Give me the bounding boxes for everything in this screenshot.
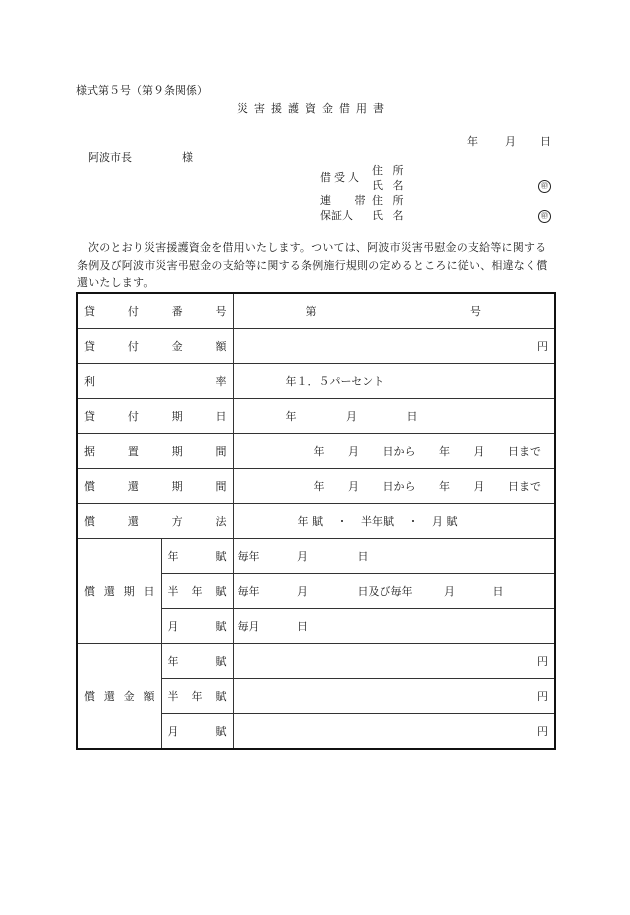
- row-loan-amount: [77, 329, 555, 364]
- document-title: 災害援護資金借用書: [237, 102, 390, 115]
- grace-to-month: 月: [473, 445, 485, 458]
- repay-date-semiannual-field[interactable]: [233, 574, 555, 609]
- guarantor-label-line2: 保証人: [320, 209, 353, 222]
- grace-to-year: 年: [439, 445, 450, 458]
- repay-amount-label: 償 還 金 額: [84, 690, 155, 703]
- loan-number-field[interactable]: [233, 293, 555, 329]
- loan-number-label: 貸 付 番 号: [84, 305, 227, 318]
- grace-from-month: 月: [348, 445, 359, 458]
- date-day-label: 日: [540, 135, 551, 148]
- repay-to-day: 日まで: [508, 480, 541, 493]
- method-monthly[interactable]: 月 賦: [432, 515, 458, 528]
- guarantor-seal-icon: ㊞: [538, 210, 551, 223]
- annual-day: 日: [357, 550, 369, 563]
- row-grace-period: [77, 434, 555, 469]
- row-interest: [77, 364, 555, 399]
- grace-to-day: 日まで: [508, 445, 541, 458]
- semi-month: 月: [297, 585, 308, 598]
- repay-amount-annual-field[interactable]: [233, 644, 555, 679]
- loan-form-table: [76, 292, 556, 750]
- loan-amount-yen: 円: [537, 340, 548, 353]
- grace-period-field[interactable]: [233, 434, 555, 469]
- row-repay-amount-annual: [77, 644, 555, 679]
- body-paragraph: 次のとおり災害援護資金を借用いたします。ついては、阿波市災害弔慰金の支給等に関する条例及び阿波市災害弔慰金の支給等に関する条例施行規則の定めるところに従い、相違なく償還いたします。: [77, 241, 548, 289]
- semi-day-2: 日: [492, 585, 504, 598]
- repay-period-field[interactable]: [233, 469, 555, 504]
- grace-from-year: 年: [313, 445, 325, 458]
- method-annual[interactable]: 年 賦: [297, 515, 323, 528]
- repay-amount-monthly-field[interactable]: [233, 714, 555, 750]
- method-semiannual[interactable]: 半年賦: [361, 515, 394, 528]
- repay-from-day: 日から: [382, 480, 416, 493]
- addressee-name: 阿波市長: [88, 151, 132, 164]
- loan-number-dai: 第: [305, 305, 317, 318]
- semiannual-yen: 円: [537, 690, 548, 703]
- method-sep-2: ・: [407, 515, 419, 528]
- row-repay-date-annual: [77, 539, 555, 574]
- repay-amount-annual-label: 年 賦: [167, 655, 227, 668]
- guarantor-address-label: 住 所: [372, 194, 407, 207]
- repay-amount-label-cell: [77, 644, 161, 750]
- grace-period-label: 据 置 期 間: [84, 445, 227, 458]
- repay-date-annual-label: 年 賦: [167, 550, 227, 563]
- annual-every-year: 毎年: [237, 550, 260, 563]
- row-loan-date: [77, 399, 555, 434]
- loan-amount-field[interactable]: [233, 329, 555, 364]
- method-sep-1: ・: [336, 515, 348, 528]
- addressee-honorific: 様: [182, 151, 193, 164]
- loan-date-field[interactable]: [233, 399, 555, 434]
- date-year-label: 年: [467, 135, 478, 148]
- row-repay-method: [77, 504, 555, 539]
- repay-date-monthly-label: 月 賦: [167, 620, 227, 633]
- guarantor-name-label: 氏 名: [372, 209, 407, 222]
- annual-month: 月: [297, 550, 308, 563]
- repay-amount-semiannual-field[interactable]: [233, 679, 555, 714]
- grace-from-day: 日から: [382, 445, 416, 458]
- repay-amount-monthly-label: 月 賦: [167, 725, 227, 738]
- annual-yen: 円: [537, 655, 548, 668]
- repay-date-monthly-field[interactable]: [233, 609, 555, 644]
- repay-period-label: 償 還 期 間: [84, 480, 227, 493]
- semi-every-year: 毎年: [237, 585, 260, 598]
- semi-day-and-every-year: 日及び毎年: [357, 585, 413, 598]
- interest-value: 年１．５パーセント: [285, 375, 385, 388]
- form-number: 様式第５号（第９条関係）: [76, 84, 208, 97]
- borrower-address-label: 住 所: [372, 164, 407, 177]
- loan-number-go: 号: [470, 305, 481, 318]
- repay-amount-semiannual-label: 半 年 賦: [167, 690, 227, 703]
- repay-to-month: 月: [473, 480, 485, 493]
- row-repay-period: [77, 469, 555, 504]
- interest-label: 利 率: [84, 375, 227, 388]
- repay-date-label-cell: [77, 539, 161, 644]
- interest-field: [233, 364, 555, 399]
- borrower-seal-icon: ㊞: [538, 180, 551, 193]
- loan-date-day: 日: [406, 410, 418, 423]
- repay-method-field[interactable]: [233, 504, 555, 539]
- loan-amount-label: 貸 付 金 額: [84, 340, 227, 353]
- repay-date-annual-field[interactable]: [233, 539, 555, 574]
- repay-method-label: 償 還 方 法: [84, 515, 227, 528]
- semi-month-2: 月: [444, 585, 455, 598]
- row-loan-number: [77, 293, 555, 329]
- loan-date-month: 月: [346, 410, 357, 423]
- guarantor-label-line1: 連 帯: [320, 194, 376, 207]
- repay-date-label: 償 還 期 日: [84, 585, 155, 598]
- monthly-every-month: 毎月: [237, 620, 260, 633]
- monthly-day: 日: [297, 620, 308, 633]
- monthly-yen: 円: [537, 725, 548, 738]
- date-month-label: 月: [505, 135, 516, 148]
- repay-from-month: 月: [348, 480, 359, 493]
- repay-to-year: 年: [439, 480, 450, 493]
- loan-date-label: 貸 付 期 日: [84, 410, 227, 423]
- repay-date-semiannual-label: 半 年 賦: [167, 585, 227, 598]
- loan-date-year: 年: [285, 410, 297, 423]
- borrower-label: 借受人: [320, 171, 362, 184]
- borrower-name-label: 氏 名: [372, 179, 407, 192]
- repay-from-year: 年: [313, 480, 325, 493]
